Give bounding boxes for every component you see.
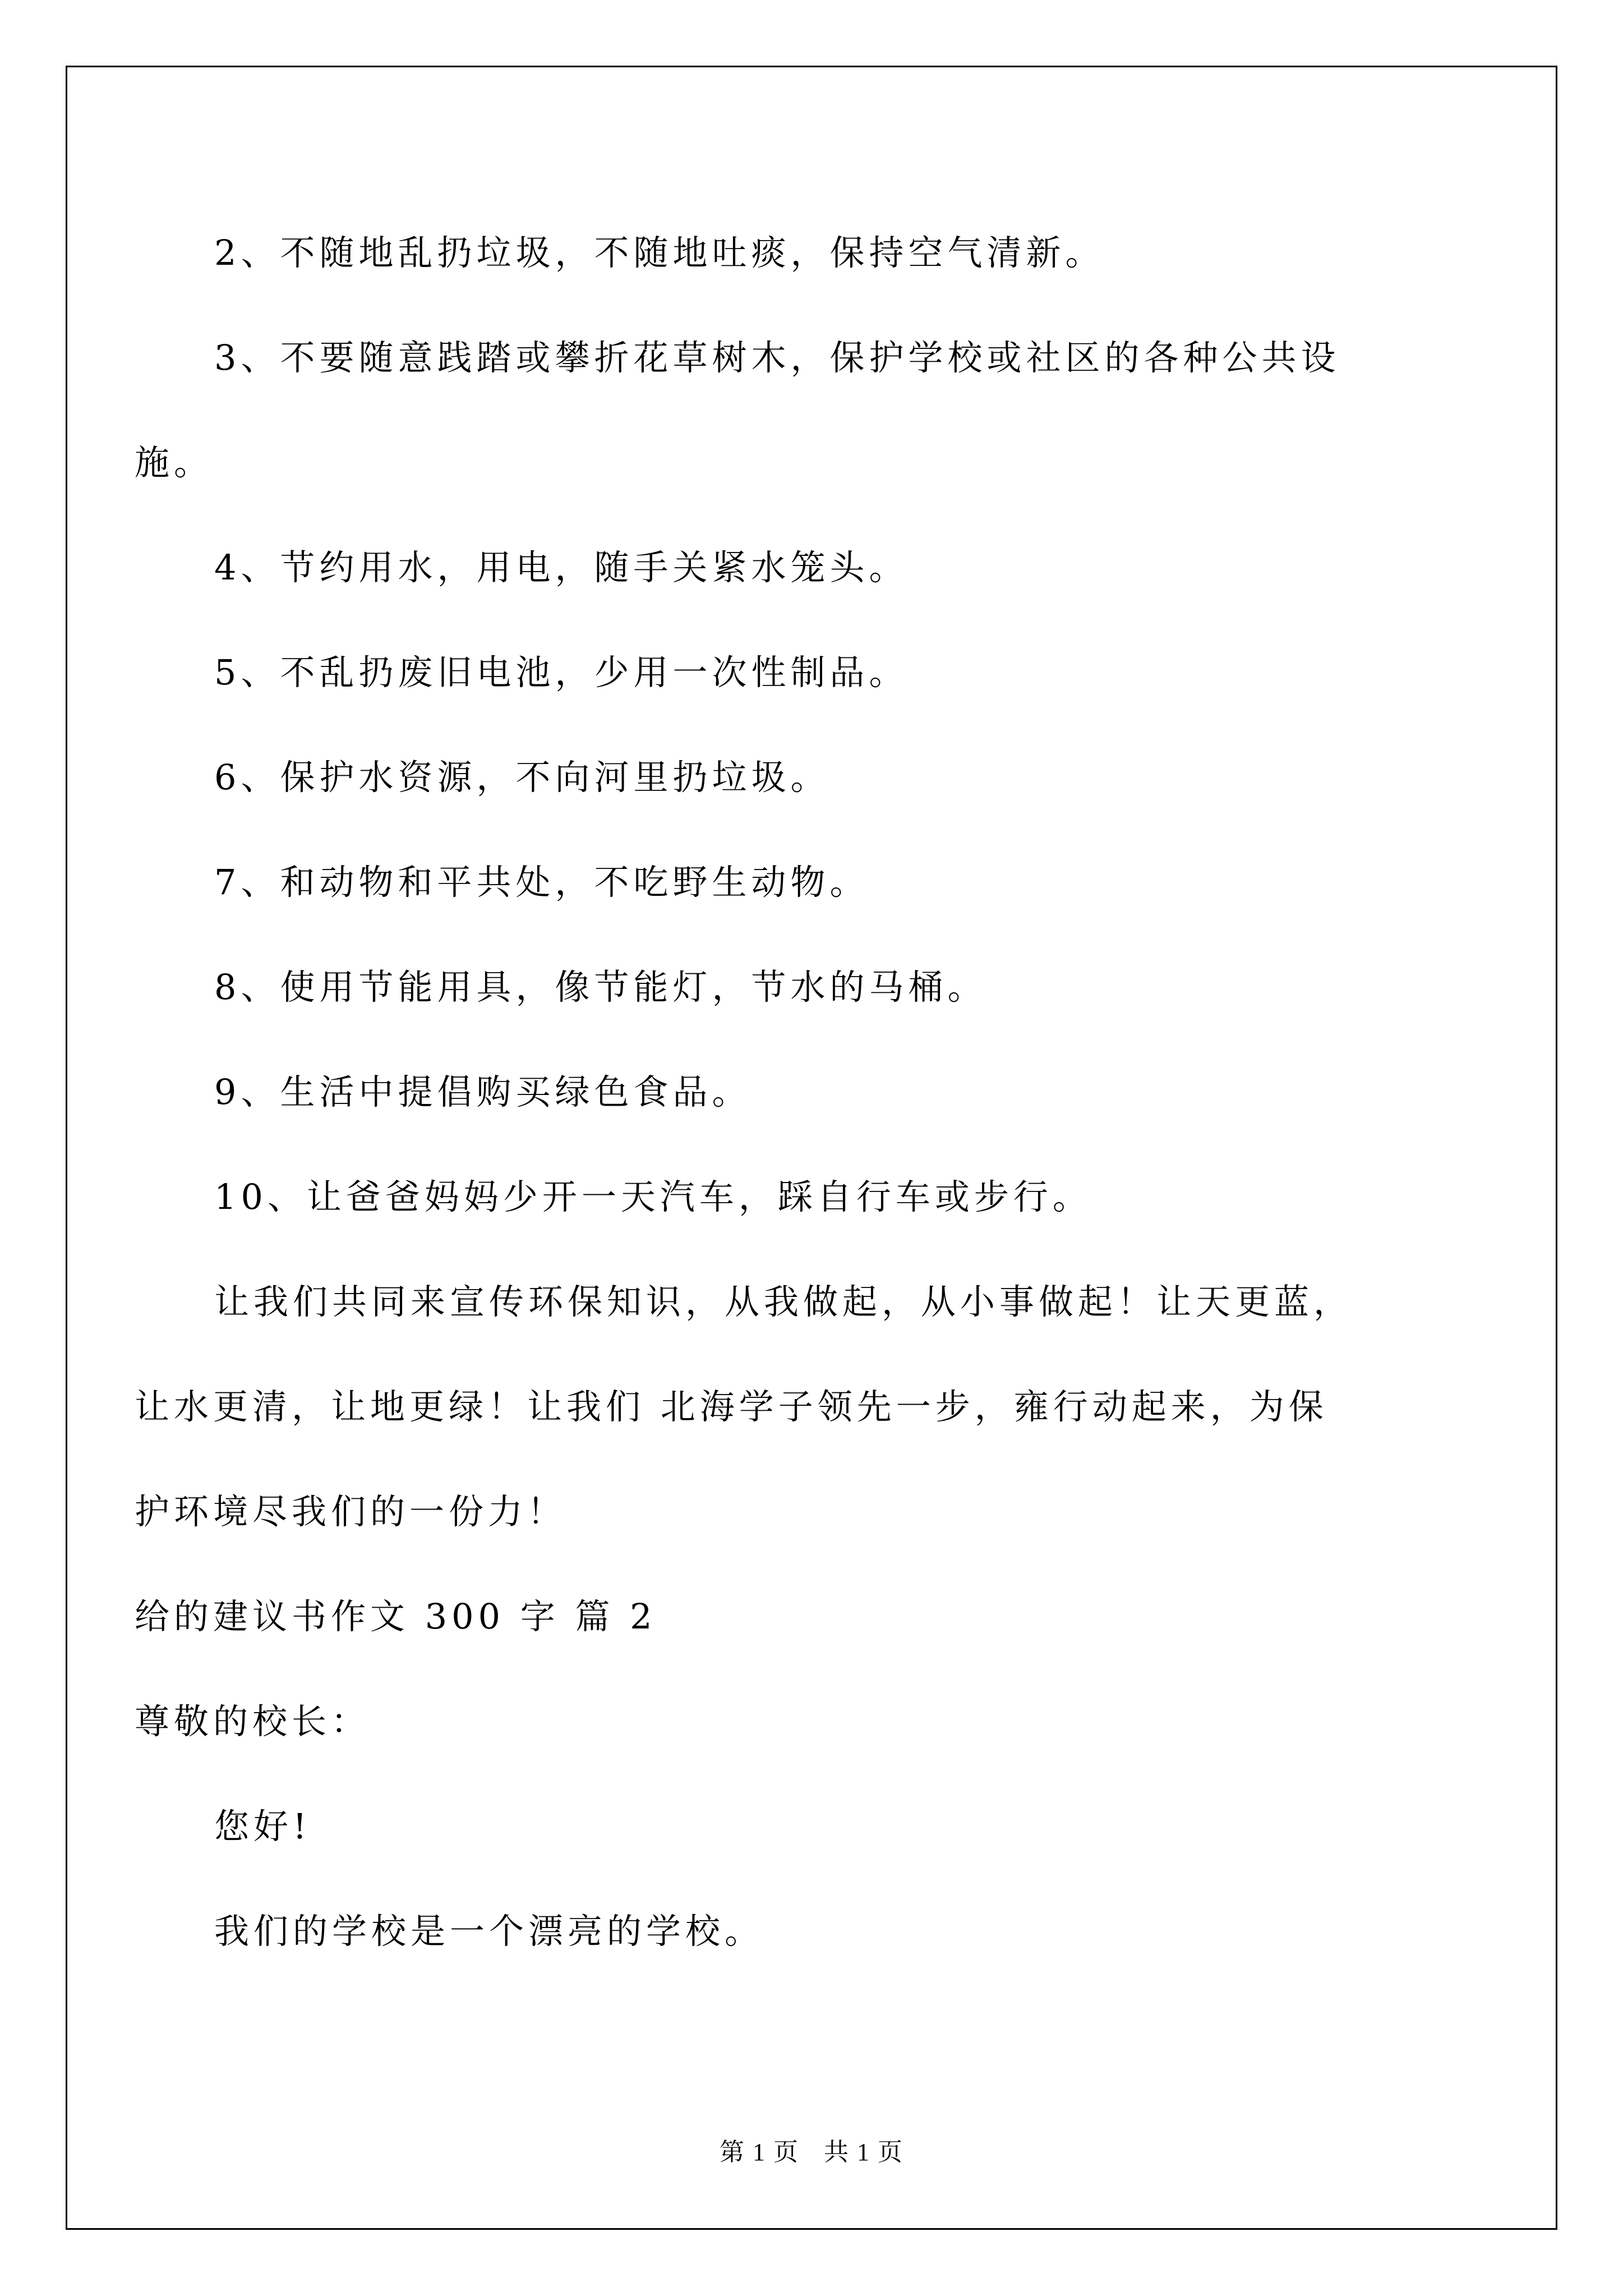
salutation: 尊敬的校长： [135, 1701, 371, 1742]
greeting: 您好! [214, 1806, 311, 1847]
body-paragraph: 我们的学校是一个漂亮的学校。 [214, 1911, 764, 1952]
list-item-4: 4、节约用水，用电，随手关紧水笼头。 [214, 547, 909, 588]
closing-paragraph-line-3: 护环境尽我们的一份力！ [135, 1491, 567, 1532]
list-item-7: 7、和动物和平共处，不吃野生动物。 [214, 862, 869, 903]
list-item-6: 6、保护水资源，不向河里扔垃圾。 [214, 757, 830, 798]
list-item-5: 5、不乱扔废旧电池，少用一次性制品。 [214, 652, 909, 693]
page-footer [0, 2132, 1623, 2168]
section-heading: 给的建议书作文 300 字 篇 2 [135, 1596, 657, 1637]
document-body [135, 0, 1492, 2296]
list-item-10: 10、让爸爸妈妈少开一天汽车，踩自行车或步行。 [214, 1176, 1092, 1217]
closing-paragraph-line-1: 让我们共同来宣传环保知识，从我做起，从小事做起！让天更蓝， [214, 1281, 1353, 1322]
list-item-3-continued: 施。 [135, 442, 214, 483]
closing-paragraph-line-2: 让水更清，让地更绿！让我们 北海学子领先一步，雍行动起来，为保 [135, 1386, 1328, 1427]
list-item-9: 9、生活中提倡购买绿色食品。 [214, 1071, 751, 1112]
list-item-2: 2、不随地乱扔垃圾，不随地吐痰，保持空气清新。 [214, 232, 1105, 273]
list-item-3: 3、不要随意践踏或攀折花草树木，保护学校或社区的各种公共设 [214, 337, 1340, 378]
page-count: 共 1 页 [824, 2138, 903, 2166]
list-item-8: 8、使用节能用具，像节能灯，节水的马桶。 [214, 967, 987, 1007]
page-number: 第 1 页 [720, 2138, 799, 2166]
